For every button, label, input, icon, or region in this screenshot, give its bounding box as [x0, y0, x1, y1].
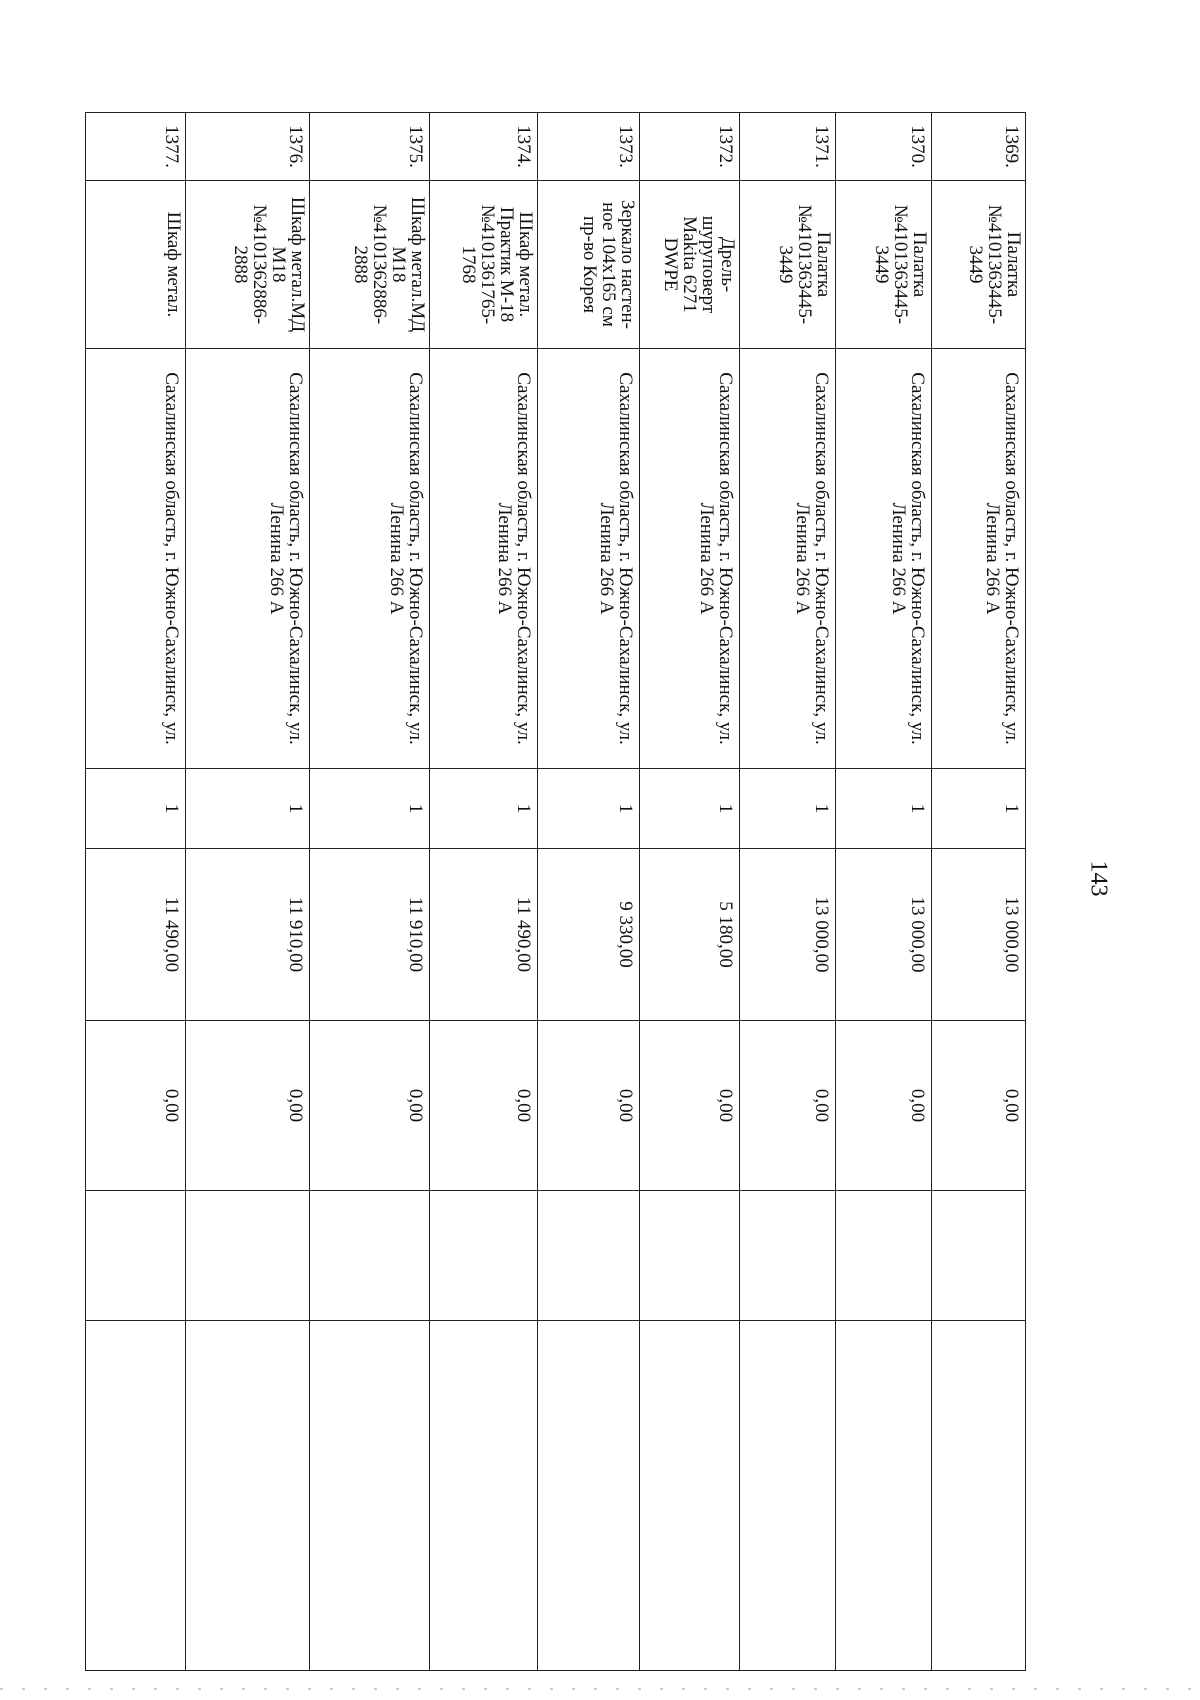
item-name: Шкаф метал.МД М18 №4101362886- 2888 — [186, 181, 310, 349]
scan-artifact — [0, 1688, 1200, 1690]
item-cost: 11 490,00 — [86, 849, 186, 1021]
page-number: 143 — [1085, 860, 1112, 897]
item-depreciation: 0,00 — [430, 1021, 538, 1191]
table-row — [538, 113, 640, 1671]
empty-cell — [310, 1321, 430, 1671]
table-row — [86, 113, 186, 1671]
item-quantity: 1 — [310, 769, 430, 849]
empty-cell — [86, 1191, 186, 1321]
item-name: Палатка №4101363445- 3449 — [932, 181, 1026, 349]
row-number: 1376. — [186, 113, 310, 181]
inventory-table — [85, 112, 1026, 1671]
item-name: Дрель- шуруповерт Makita 6271 DWPE — [640, 181, 740, 349]
row-number: 1375. — [310, 113, 430, 181]
empty-cell — [538, 1321, 640, 1671]
item-depreciation: 0,00 — [640, 1021, 740, 1191]
table-row — [186, 113, 310, 1671]
empty-cell — [836, 1191, 932, 1321]
item-quantity: 1 — [430, 769, 538, 849]
item-quantity: 1 — [86, 769, 186, 849]
item-cost: 5 180,00 — [640, 849, 740, 1021]
item-depreciation: 0,00 — [740, 1021, 836, 1191]
item-quantity: 1 — [640, 769, 740, 849]
empty-cell — [430, 1321, 538, 1671]
item-cost: 13 000,00 — [836, 849, 932, 1021]
empty-cell — [932, 1191, 1026, 1321]
empty-cell — [186, 1321, 310, 1671]
item-cost: 13 000,00 — [740, 849, 836, 1021]
item-name: Шкаф метал. Практик М-18 №4101361765- 1768 — [430, 181, 538, 349]
row-number: 1374. — [430, 113, 538, 181]
item-depreciation: 0,00 — [186, 1021, 310, 1191]
empty-cell — [640, 1191, 740, 1321]
empty-cell — [186, 1191, 310, 1321]
empty-cell — [932, 1321, 1026, 1671]
row-number: 1371. — [740, 113, 836, 181]
empty-cell — [640, 1321, 740, 1671]
row-number: 1372. — [640, 113, 740, 181]
item-quantity: 1 — [836, 769, 932, 849]
item-cost: 13 000,00 — [932, 849, 1026, 1021]
item-name: Шкаф метал. — [86, 181, 186, 349]
empty-cell — [310, 1191, 430, 1321]
item-quantity: 1 — [186, 769, 310, 849]
empty-cell — [430, 1191, 538, 1321]
item-depreciation: 0,00 — [538, 1021, 640, 1191]
item-address: Сахалинская область, г. Южно-Сахалинск, ул. Ленина 266 А — [186, 349, 310, 769]
rotated-table-wrapper — [86, 112, 1026, 1670]
item-depreciation: 0,00 — [310, 1021, 430, 1191]
item-address: Сахалинская область, г. Южно-Сахалинск, ул. — [86, 349, 186, 769]
item-cost: 9 330,00 — [538, 849, 640, 1021]
item-address: Сахалинская область, г. Южно-Сахалинск, ул. Ленина 266 А — [932, 349, 1026, 769]
item-address: Сахалинская область, г. Южно-Сахалинск, ул. Ленина 266 А — [740, 349, 836, 769]
item-cost: 11 910,00 — [310, 849, 430, 1021]
item-depreciation: 0,00 — [836, 1021, 932, 1191]
item-name: Палатка №4101363445- 3449 — [740, 181, 836, 349]
item-address: Сахалинская область, г. Южно-Сахалинск, ул. Ленина 266 А — [310, 349, 430, 769]
empty-cell — [740, 1191, 836, 1321]
table-row — [836, 113, 932, 1671]
item-address: Сахалинская область, г. Южно-Сахалинск, ул. Ленина 266 А — [640, 349, 740, 769]
row-number: 1377. — [86, 113, 186, 181]
item-cost: 11 910,00 — [186, 849, 310, 1021]
empty-cell — [740, 1321, 836, 1671]
table-row — [310, 113, 430, 1671]
table-row — [932, 113, 1026, 1671]
item-cost: 11 490,00 — [430, 849, 538, 1021]
item-quantity: 1 — [538, 769, 640, 849]
item-name: Шкаф метал.МД М18 №4101362886- 2888 — [310, 181, 430, 349]
item-depreciation: 0,00 — [932, 1021, 1026, 1191]
table-row — [430, 113, 538, 1671]
table-row — [740, 113, 836, 1671]
empty-cell — [86, 1321, 186, 1671]
table-row — [640, 113, 740, 1671]
item-depreciation: 0,00 — [86, 1021, 186, 1191]
item-address: Сахалинская область, г. Южно-Сахалинск, ул. Ленина 266 А — [836, 349, 932, 769]
empty-cell — [836, 1321, 932, 1671]
item-quantity: 1 — [740, 769, 836, 849]
empty-cell — [538, 1191, 640, 1321]
row-number: 1369. — [932, 113, 1026, 181]
item-address: Сахалинская область, г. Южно-Сахалинск, ул. Ленина 266 А — [430, 349, 538, 769]
row-number: 1373. — [538, 113, 640, 181]
inventory-table-body — [86, 113, 1026, 1671]
row-number: 1370. — [836, 113, 932, 181]
item-address: Сахалинская область, г. Южно-Сахалинск, ул. Ленина 266 А — [538, 349, 640, 769]
item-name: Палатка №4101363445- 3449 — [836, 181, 932, 349]
item-name: Зеркало настен- ное 104х165 см пр-во Корея — [538, 181, 640, 349]
item-quantity: 1 — [932, 769, 1026, 849]
